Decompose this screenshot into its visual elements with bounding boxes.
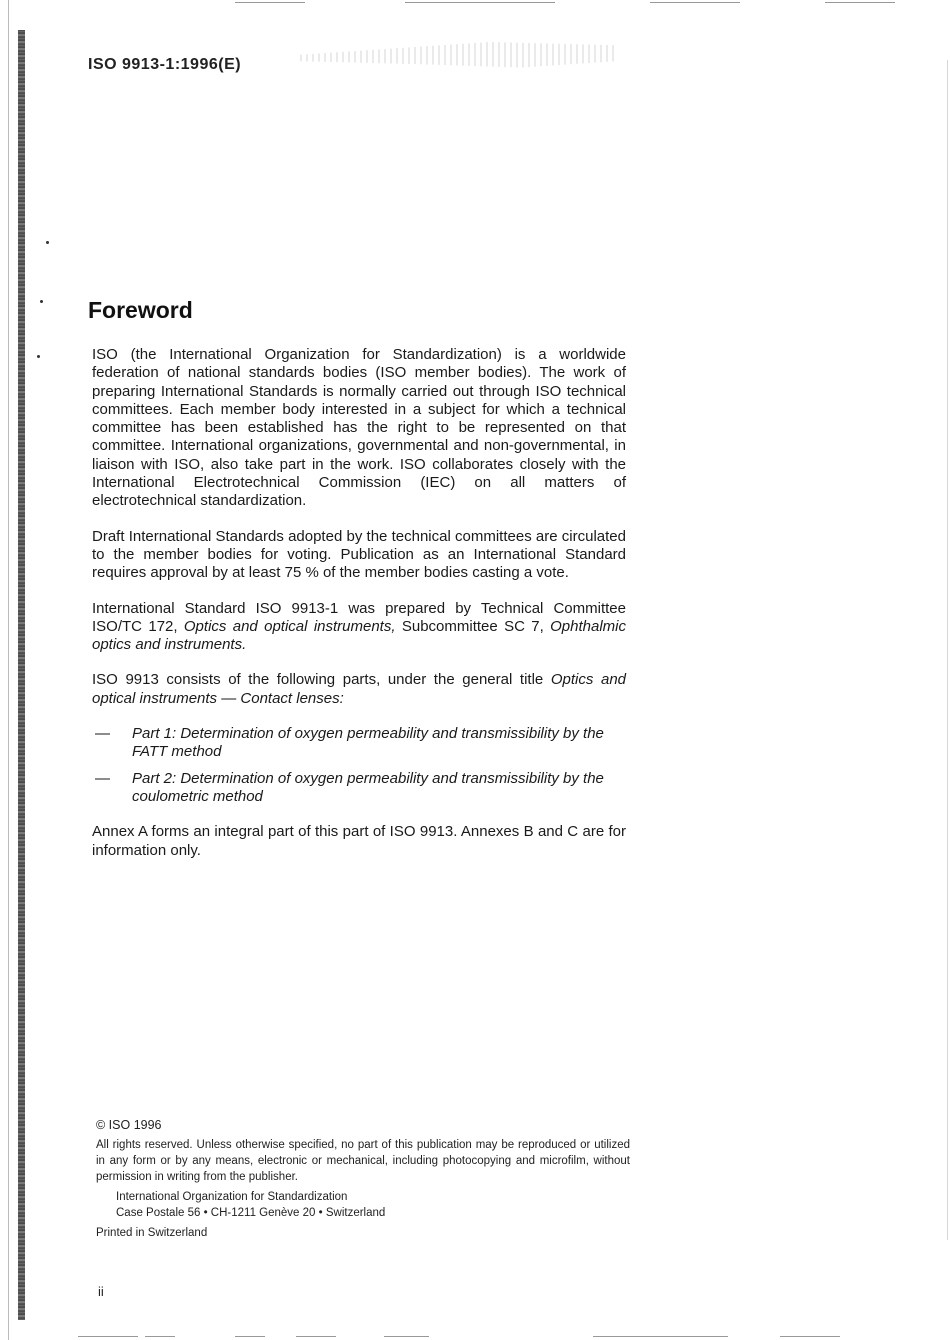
parts-list: [92, 725, 626, 806]
paragraph-draft-standards: Draft International Standards adopted by the technical committees are circulated to the member bodies for voting. Publication as an International Standard requires approval by at least 75 % of the member bodies casting a vote.: [92, 527, 626, 582]
printed-in: Printed in Switzerland: [96, 1227, 208, 1239]
general-title: Optics and optical instruments — Contact lenses:: [92, 671, 626, 707]
org-name: International Organization for Standardization: [116, 1191, 348, 1203]
rights-statement: All rights reserved. Unless otherwise specified, no part of this publication may be reproduced or utilized in any form or by any means, electronic or mechanical, including photocopying and microfilm, without permission in writing from the publisher.: [96, 1139, 630, 1183]
scan-top-rule: [405, 2, 555, 3]
scan-bottom-rule: [78, 1336, 138, 1337]
list-item: [92, 770, 626, 807]
scan-bottom-rule: [780, 1336, 840, 1337]
page-title: Foreword: [88, 297, 193, 323]
scan-edge-line: [8, 0, 9, 1340]
scan-bottom-rule: [145, 1336, 175, 1337]
scan-speck: [46, 241, 49, 244]
scan-speck: [40, 300, 43, 303]
copyright-block: [96, 1117, 630, 1241]
paragraph-iso-intro: ISO (the International Organization for Standardization) is a worldwide federation of national standards bodies (ISO member bodies). The work of preparing International Standards is normally carried out through ISO technical committees. Each member body interested in a subject for which a technical committee has been established has the right to be represented on that committee. International organizations, governmental and non-governmental, in liaison with ISO, also take part in the work. ISO collaborates closely with the International Electrotechnical Commission (IEC) on all matters of electrotechnical standardization.: [92, 346, 626, 510]
part-title: Part 1: Determination of oxygen permeability and transmissibility by the FATT method: [132, 725, 604, 761]
list-dash: —: [95, 725, 110, 743]
preparation-text: Subcommittee SC 7,: [395, 617, 551, 635]
parts-intro-text: ISO 9913 consists of the following parts, under the general title: [92, 671, 551, 689]
scan-speck: [37, 355, 40, 358]
scan-top-rule: [235, 2, 305, 3]
list-item: [92, 725, 626, 762]
publisher-address: [96, 1189, 630, 1221]
scan-top-rule: [650, 2, 740, 3]
scan-bottom-rule: [384, 1336, 429, 1337]
list-dash: —: [95, 769, 110, 787]
preparation-text: International Standard ISO 9913-1 was prepared by Technical Committee ISO/TC 172,: [92, 599, 626, 635]
scan-top-rule: [825, 2, 895, 3]
scan-right-edge: [947, 60, 948, 1240]
scan-bottom-rule: [593, 1336, 728, 1337]
copyright-notice: © ISO 1996: [96, 1118, 162, 1132]
scan-bottom-rule: [235, 1336, 265, 1337]
scan-bottom-rule: [296, 1336, 336, 1337]
page-number: ii: [98, 1284, 104, 1299]
running-head: ISO 9913-1:1996(E): [88, 56, 242, 73]
org-address: Case Postale 56 • CH-1211 Genève 20 • Switzerland: [116, 1207, 386, 1219]
paragraph-parts-intro: [92, 671, 626, 708]
sc-title: Ophthalmic optics and instruments.: [92, 617, 626, 654]
scan-binding-shadow: [18, 30, 25, 1320]
foreword-body: [92, 346, 626, 877]
paragraph-preparation: [92, 600, 626, 655]
part-title: Part 2: Determination of oxygen permeability and transmissibility by the coulometric method: [132, 769, 604, 805]
tc-title: Optics and optical instruments,: [183, 617, 396, 635]
scan-smudge: [300, 42, 615, 74]
paragraph-annexes: Annex A forms an integral part of this part of ISO 9913. Annexes B and C are for information only.: [92, 823, 626, 859]
